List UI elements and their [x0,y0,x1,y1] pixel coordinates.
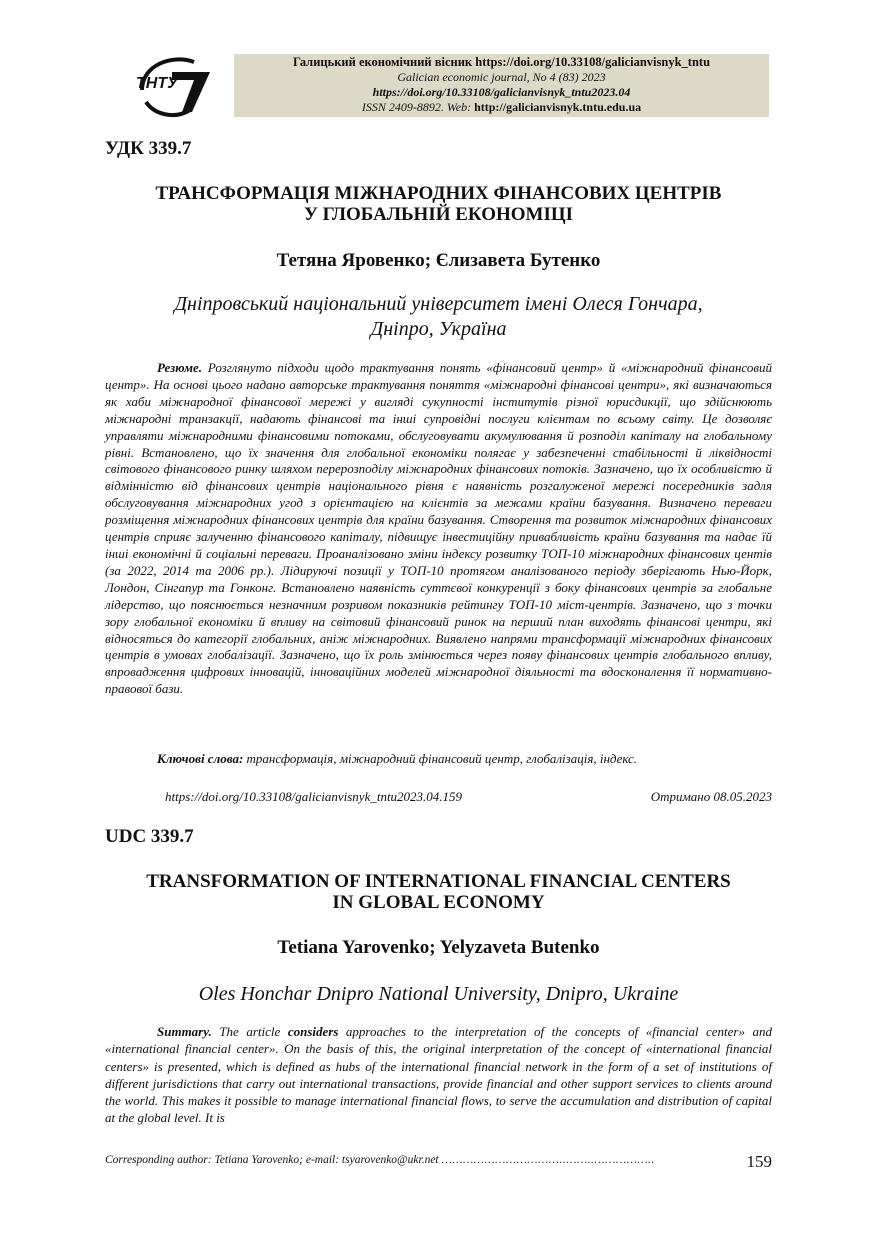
issn-text: ISSN 2409-8892. Web: [361,100,475,114]
en-summary [105,1023,772,1127]
journal-line-4 [234,100,769,115]
ua-keywords [157,751,777,767]
abstract-text: Розглянуто підходи щодо трактування понять «фінансовий центр» й «міжнародний фінансовий центр». На основі цього надано авторське трактування поняття «міжнародні фінансові центри», які визначаються як хаби міжнародної фінансової мережі у вигляді сукупності інститутів різної юрисдикції, що здійснюють міжнародні транзакції, надають фінансові та інші супровідні послуги клієнтам по всьому світу. Це дозволяє управляти міжнародними фінансовими потоками, обслуговувати акумулювання й розподіл капіталу на глобальному рівні. Встановлено, що їх значення для глобальної економіки полягає у забезпеченні стабільності й ліквідності світового фінансового ринку шляхом перерозподілу міжнародних фінансових потоків. Зазначено, що їх особливістю й відмінністю від фінансових центрів національного рівня є наявність розгалуженої мережі посередників задля обслуговування міжнародних угод з орієнтацією на клієнтів за межами країни базування. Визначено переваги розміщення міжнародних фінансових центрів для країни базування. Створення та розвиток міжнародних фінансових центрів сприяє залученню фінансового капіталу, підвищує інвестиційну привабливість країни базування та надає їй інші економічні й соціальні переваги. Проаналізовано зміни індексу розвитку ТОП-10 міжнародних фінансових центів (за 2022, 2014 та 2006 рр.). Лідируючі позиції у ТОП-10 протягом аналізованого періоду зберігають Нью-Йорк, Лондон, Сінгапур та Гонконг. Встановлено наявність суттєвої конкуренції з боку фінансових центрів за глобальне лідерство, що пояснюється незначним розривом показників рейтингу ТОП-10 міст-центрів. Зазначено, що з точки зору глобальної економіки й впливу на світовий фінансовий ринок на перший план виходять фінансові центри, які відносяться до категорії глобальних, аніж міжнародних. Виявлено напрями трансформації міжнародних фінансових центрів в умовах глобалізації. Зазначено, що їх роль змінюється через появу фінансових центрів глобального впливу, впровадження цифрових інновацій, інноваційних моделей міжнародної діяльності та вдосконалення її нормативно-правової бази. [105,360,772,697]
keywords-text: трансформація, міжнародний фінансовий центр, глобалізація, індекс. [243,751,638,766]
en-affiliation: Oles Honchar Dnipro National University, Dnipro, Ukraine [198,983,679,1005]
ua-affiliation-line-2: Дніпро, Україна [370,318,507,340]
summary-text: approaches to the interpretation of the concepts of «financial center» and «international financial center». On the basis of this, the original interpretation of the concept of «international financial centers» is presented, which is defined as hubs of the international financial network in the form of a set of institutions of different jurisdictions that carry out international transactions, provide financial and other support services to clients around the world. This makes it possible to manage international financial flows, to serve the accumulation and distribution of capital at the global level. It is [105,1024,772,1126]
en-title-line-2: IN GLOBAL ECONOMY [332,892,545,913]
udc-code: UDC 339.7 [105,826,194,847]
ua-title-line-2: У ГЛОБАЛЬНІЙ ЕКОНОМІЦІ [303,204,574,225]
ua-title [80,183,797,225]
keywords-label: Ключові слова: [157,751,244,766]
summary-pre: The article [211,1024,288,1039]
journal-line-3: https://doi.org/10.33108/galicianvisnyk_tntu2023.04 [372,85,631,99]
logo-text: ТНТУ [136,75,178,92]
ua-title-line-1: ТРАНСФОРМАЦІЯ МІЖНАРОДНИХ ФІНАНСОВИХ ЦЕНТРІВ [155,183,722,204]
corresponding-author: Corresponding author: Tetiana Yarovenko; e-mail: tsyarovenko@ukr.net [105,1154,442,1166]
ua-abstract [105,360,772,698]
abstract-label: Резюме. [157,360,203,375]
ua-affiliation [80,292,797,342]
en-title-line-1: TRANSFORMATION OF INTERNATIONAL FINANCIAL CENTERS [146,871,731,892]
journal-line-1: Галицький економічний вісник https://doi.org/10.33108/galicianvisnyk_tntu [292,55,711,69]
summary-label: Summary. [157,1024,212,1039]
en-authors: Tetiana Yarovenko; Yelyzaveta Butenko [277,937,600,958]
summary-emphasis: considers [287,1024,339,1039]
ua-affiliation-line-1: Дніпровський національний університет імені Олеся Гончара, [174,293,703,315]
udk-code: УДК 339.7 [105,138,192,159]
tntu-logo-icon [132,50,212,122]
article-doi-link[interactable]: https://doi.org/10.33108/galicianvisnyk_tntu2023.04.159 [165,789,463,804]
journal-web-link[interactable]: http://galicianvisnyk.tntu.edu.ua [474,100,642,114]
journal-info-box [234,54,769,117]
journal-line-2: Galician economic journal, No 4 (83) 2023 [397,70,606,84]
page-number: 159 [746,1152,772,1171]
ua-authors: Тетяна Яровенко; Єлизавета Бутенко [276,250,601,271]
page-footer [105,1154,772,1166]
en-title [80,871,797,913]
doi-received-line [105,789,772,807]
footer-dots: ……………………………..……..…………….. [441,1154,655,1166]
received-date: Отримано 08.05.2023 [650,789,772,804]
